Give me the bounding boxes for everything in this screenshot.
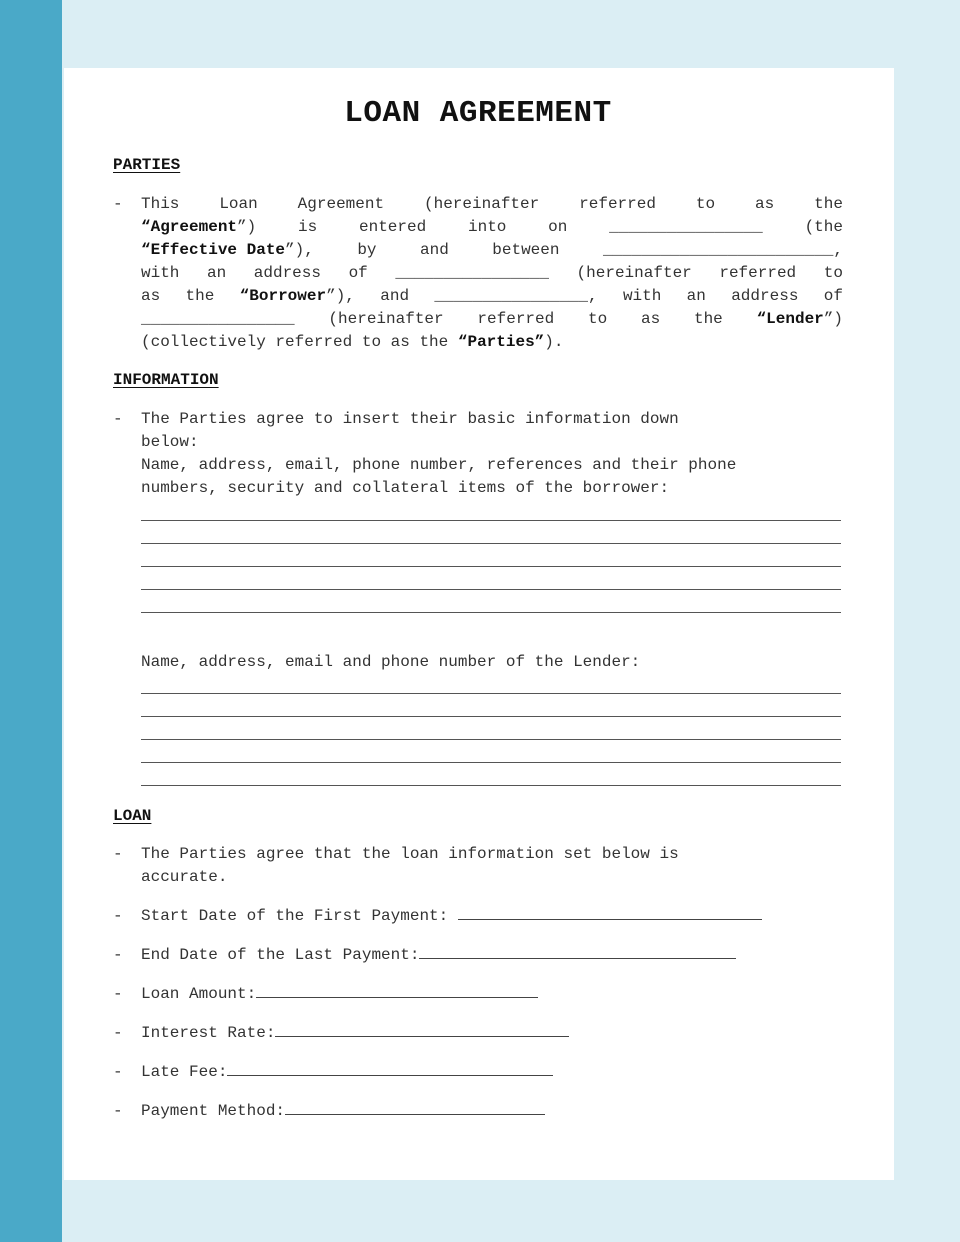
word: of xyxy=(348,264,368,282)
word: and xyxy=(380,287,410,305)
parties-line-7 xyxy=(141,331,843,354)
lender-info-line[interactable] xyxy=(141,716,841,717)
word: (hereinafter xyxy=(576,264,692,282)
borrower-info-line[interactable] xyxy=(141,612,841,613)
late-fee-input[interactable] xyxy=(227,1061,553,1076)
field-label: End Date of the Last Payment: xyxy=(141,946,420,964)
information-intro-cont: below: xyxy=(141,433,199,451)
interest-rate-input[interactable] xyxy=(275,1022,569,1037)
document-title: LOAN AGREEMENT xyxy=(344,96,612,131)
parties-line-2 xyxy=(141,216,843,239)
borrower-address-blank[interactable]: ________________ xyxy=(395,264,549,282)
borrower-info-line[interactable] xyxy=(141,543,841,544)
borrower-info-line[interactable] xyxy=(141,566,841,567)
word: with xyxy=(622,287,662,305)
bullet-dash: - xyxy=(113,1024,123,1042)
parties-closing: (collectively referred to as the “Parties”). xyxy=(141,333,564,351)
loan-intro: The Parties agree that the loan information set below is xyxy=(141,845,679,863)
information-paragraph xyxy=(113,408,843,500)
lender-name-blank[interactable]: ________________, xyxy=(434,287,598,305)
section-heading-information: INFORMATION xyxy=(113,371,219,389)
bullet-dash: - xyxy=(113,195,123,213)
word: address xyxy=(731,287,799,305)
lender-info-line[interactable] xyxy=(141,693,841,694)
word: address xyxy=(253,264,321,282)
parties-paragraph xyxy=(113,193,843,354)
bullet-dash: - xyxy=(113,946,123,964)
bullet-dash: - xyxy=(113,907,123,925)
bold-term: “Effective Date xyxy=(141,241,286,259)
word: (hereinafter xyxy=(424,195,540,213)
word: to xyxy=(695,195,716,213)
lender-address-blank[interactable]: ________________ xyxy=(141,310,295,328)
word: entered xyxy=(358,218,427,236)
field-payment-method xyxy=(113,1100,545,1120)
field-label: Late Fee: xyxy=(141,1063,228,1081)
word: an xyxy=(686,287,706,305)
word: This xyxy=(141,195,180,213)
borrower-info-line[interactable] xyxy=(141,589,841,590)
parties-line-4 xyxy=(141,262,843,285)
word: into xyxy=(467,218,507,236)
lender-info-line[interactable] xyxy=(141,762,841,763)
payment-method-input[interactable] xyxy=(285,1100,545,1115)
borrower-name-blank[interactable]: ________________________, xyxy=(602,241,843,259)
lender-info-line[interactable] xyxy=(141,785,841,786)
information-body xyxy=(141,408,843,500)
lender-info-line[interactable] xyxy=(141,739,841,740)
parties-line-6 xyxy=(141,308,843,331)
parties-body xyxy=(141,193,843,354)
word: to xyxy=(588,310,608,328)
borrower-info-line[interactable] xyxy=(141,520,841,521)
effective-date-term: “Effective Date”), xyxy=(141,241,314,259)
document-page xyxy=(64,68,894,1180)
word: referred xyxy=(579,195,656,213)
borrower-term: “Borrower”), xyxy=(239,287,355,305)
word: between xyxy=(492,241,560,259)
bullet-dash: - xyxy=(113,1063,123,1081)
field-start-date xyxy=(113,905,762,925)
bullet-dash: - xyxy=(113,410,123,428)
bold-term: “Lender xyxy=(756,310,824,328)
word: referred xyxy=(719,264,797,282)
loan-body xyxy=(141,843,843,889)
parties-line-3 xyxy=(141,239,843,262)
word: by xyxy=(357,241,377,259)
word: and xyxy=(419,241,449,259)
left-accent-bar xyxy=(0,0,62,1242)
loan-intro-cont: accurate. xyxy=(141,868,228,886)
field-loan-amount xyxy=(113,983,538,1003)
field-label: Loan Amount: xyxy=(141,985,257,1003)
bullet-dash: - xyxy=(113,845,123,863)
field-label: Start Date of the First Payment: xyxy=(141,907,458,925)
word: to xyxy=(823,264,843,282)
bullet-dash: - xyxy=(113,1102,123,1120)
field-label: Interest Rate: xyxy=(141,1024,276,1042)
field-interest-rate xyxy=(113,1022,569,1042)
word: on xyxy=(548,218,568,236)
information-intro: The Parties agree to insert their basic information down xyxy=(141,410,679,428)
word: an xyxy=(206,264,227,282)
parties-term: “Parties” xyxy=(457,333,545,351)
word: the xyxy=(185,287,215,305)
word: Agreement xyxy=(297,195,385,213)
word: as xyxy=(141,287,161,305)
loan-amount-input[interactable] xyxy=(256,983,538,998)
parties-line-5 xyxy=(141,285,843,308)
bullet-dash: - xyxy=(113,985,123,1003)
word: as xyxy=(640,310,661,328)
parties-line-1 xyxy=(141,193,843,216)
loan-paragraph xyxy=(113,843,843,889)
word: Loan xyxy=(219,195,258,213)
lender-info-prompt: Name, address, email and phone number of the Lender: xyxy=(141,653,641,671)
word: the xyxy=(814,195,843,213)
word: of xyxy=(823,287,843,305)
field-end-date xyxy=(113,944,736,964)
word: referred xyxy=(477,310,555,328)
word: (hereinafter xyxy=(328,310,444,328)
field-label: Payment Method: xyxy=(141,1102,286,1120)
borrower-info-prompt: Name, address, email, phone number, references and their phone xyxy=(141,456,737,474)
borrower-info-prompt-cont: numbers, security and collateral items of the borrower: xyxy=(141,479,670,497)
effective-date-blank[interactable]: ________________ xyxy=(609,218,763,236)
lender-term: “Lender”) xyxy=(756,310,843,328)
word: the xyxy=(693,310,723,328)
word: as xyxy=(755,195,775,213)
word: is xyxy=(298,218,318,236)
lender-info-paragraph xyxy=(113,651,843,674)
end-date-input[interactable] xyxy=(419,944,736,959)
start-date-input[interactable] xyxy=(458,905,762,920)
word: with xyxy=(141,264,180,282)
agreement-term: “Agreement”) xyxy=(141,218,257,236)
bold-term: “Agreement xyxy=(141,218,238,236)
section-heading-parties: PARTIES xyxy=(113,156,181,174)
bold-term: “Borrower xyxy=(239,287,327,305)
section-heading-loan: LOAN xyxy=(113,807,152,825)
word: (the xyxy=(804,218,843,236)
field-late-fee xyxy=(113,1061,553,1081)
